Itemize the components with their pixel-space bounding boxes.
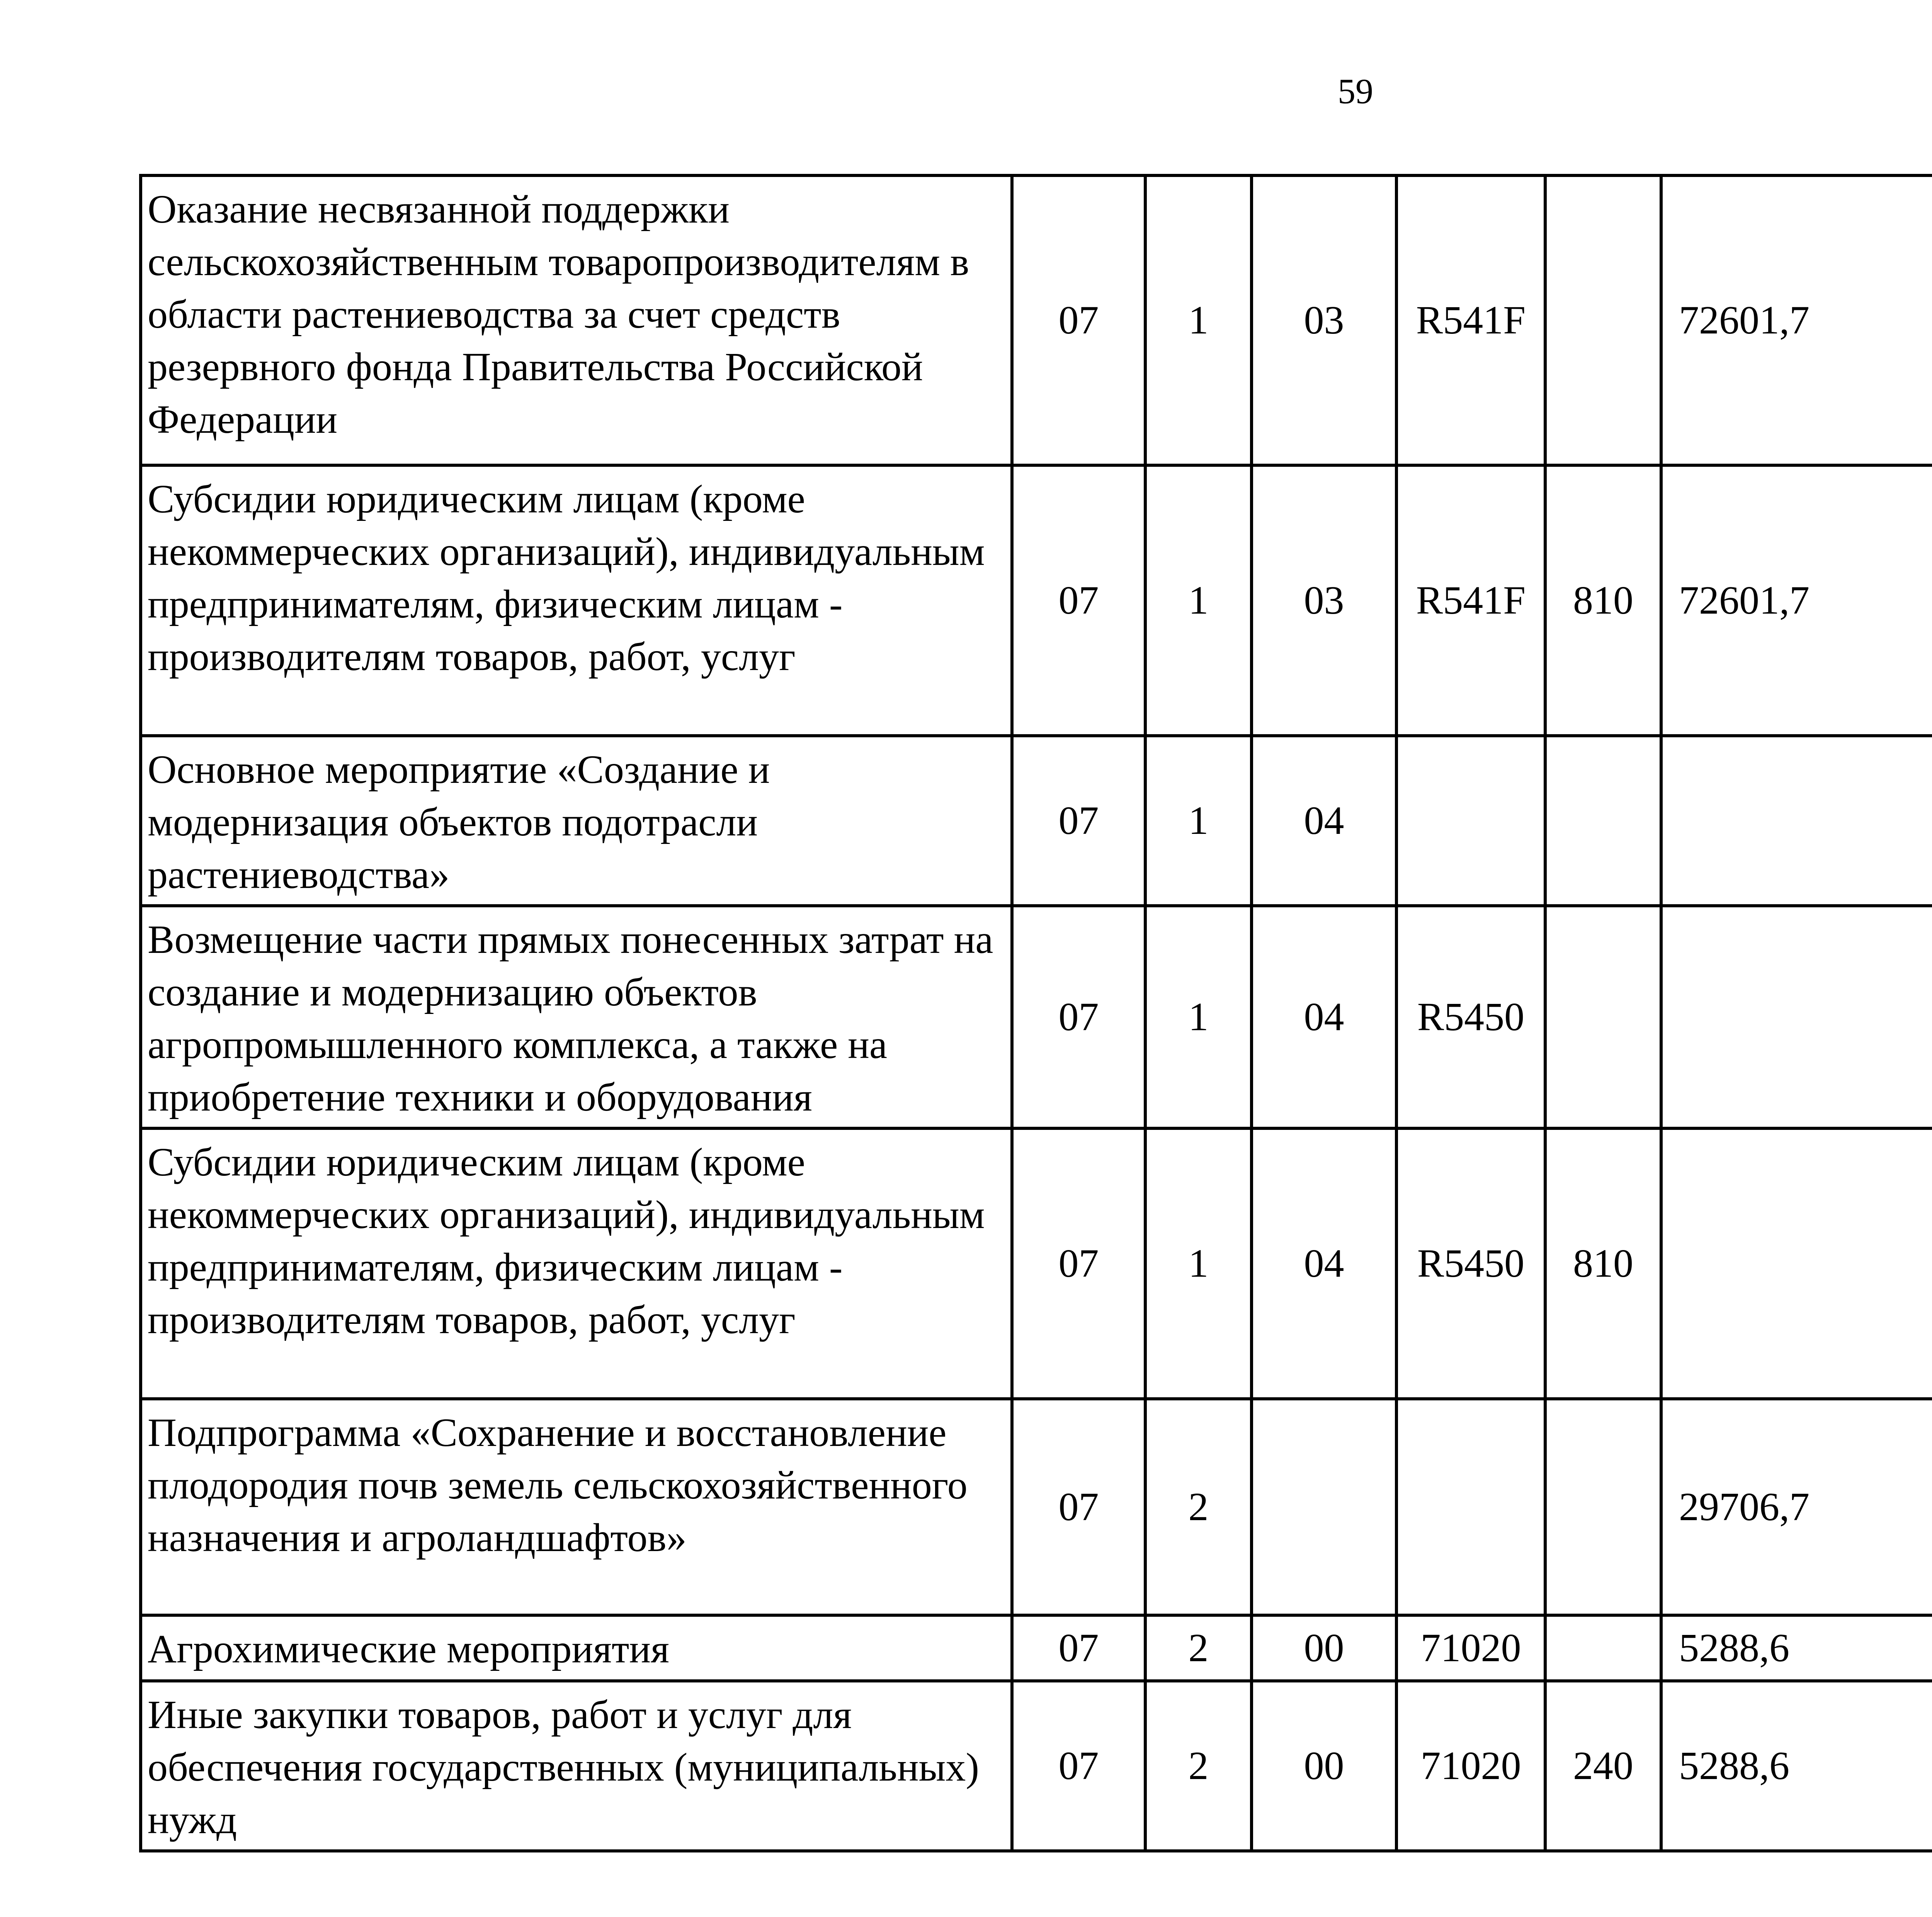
direction-code: R5450 (1396, 906, 1545, 1128)
row-name: Субсидии юридическим лицам (кроме некоммерческих организаций), индивидуальным предпринимателям, физическим лицам - производителям товаров, работ, услуг (141, 465, 1012, 736)
table-row (141, 175, 1932, 465)
row-name: Подпрограмма «Сохранение и восстановление плодородия почв земель сельскохозяйственного назначения и агроландшафтов» (141, 1399, 1012, 1615)
row-name: Основное мероприятие «Создание и модернизация объектов подотрасли растениеводства» (141, 736, 1012, 906)
ministry-code: 07 (1012, 736, 1145, 906)
direction-code (1396, 736, 1545, 906)
direction-code: 71020 (1396, 1615, 1545, 1681)
expense-type-code: 810 (1545, 1128, 1661, 1399)
program-code: 1 (1145, 736, 1252, 906)
ministry-code: 07 (1012, 1128, 1145, 1399)
table-row (141, 1615, 1932, 1681)
ministry-code: 07 (1012, 465, 1145, 736)
program-code: 1 (1145, 175, 1252, 465)
expense-type-code: 240 (1545, 1681, 1661, 1851)
event-code: 03 (1252, 465, 1396, 736)
event-code: 00 (1252, 1681, 1396, 1851)
ministry-code: 07 (1012, 1681, 1145, 1851)
program-code: 2 (1145, 1681, 1252, 1851)
event-code (1252, 1399, 1396, 1615)
program-code: 2 (1145, 1399, 1252, 1615)
program-code: 1 (1145, 465, 1252, 736)
row-name: Иные закупки товаров, работ и услуг для обеспечения государственных (муниципальных) нужд (141, 1681, 1012, 1851)
expense-type-code (1545, 736, 1661, 906)
program-code: 2 (1145, 1615, 1252, 1681)
event-code: 04 (1252, 906, 1396, 1128)
amount-1: 5288,6 (1661, 1681, 1932, 1851)
event-code: 00 (1252, 1615, 1396, 1681)
row-name: Оказание несвязанной поддержки сельскохозяйственным товаропроизводителям в области растениеводства за счет средств резервного фонда Правительства Российской Федерации (141, 175, 1012, 465)
program-code: 1 (1145, 1128, 1252, 1399)
direction-code: R541F (1396, 465, 1545, 736)
event-code: 04 (1252, 1128, 1396, 1399)
row-name: Возмещение части прямых понесенных затрат на создание и модернизацию объектов агропромышленного комплекса, а также на приобретение техники и оборудования (141, 906, 1012, 1128)
amount-1: 72601,7 (1661, 175, 1932, 465)
amount-1: 29706,7 (1661, 1399, 1932, 1615)
ministry-code: 07 (1012, 906, 1145, 1128)
ministry-code: 07 (1012, 175, 1145, 465)
ministry-code: 07 (1012, 1615, 1145, 1681)
table-row (141, 465, 1932, 736)
event-code: 03 (1252, 175, 1396, 465)
direction-code: R5450 (1396, 1128, 1545, 1399)
expense-type-code (1545, 1399, 1661, 1615)
direction-code (1396, 1399, 1545, 1615)
expense-type-code (1545, 175, 1661, 465)
program-code: 1 (1145, 906, 1252, 1128)
amount-1 (1661, 736, 1932, 906)
amount-1: 72601,7 (1661, 465, 1932, 736)
expense-type-code: 810 (1545, 465, 1661, 736)
expense-type-code (1545, 906, 1661, 1128)
direction-code: R541F (1396, 175, 1545, 465)
table-row (141, 906, 1932, 1128)
table-row (141, 736, 1932, 906)
row-name: Агрохимические мероприятия (141, 1615, 1012, 1681)
amount-1: 5288,6 (1661, 1615, 1932, 1681)
page-number: 59 (1338, 71, 1373, 111)
budget-table (139, 174, 1932, 1852)
amount-1 (1661, 1128, 1932, 1399)
table-row (141, 1128, 1932, 1399)
expense-type-code (1545, 1615, 1661, 1681)
ministry-code: 07 (1012, 1399, 1145, 1615)
table-row (141, 1681, 1932, 1851)
event-code: 04 (1252, 736, 1396, 906)
row-name: Субсидии юридическим лицам (кроме некоммерческих организаций), индивидуальным предпринимателям, физическим лицам - производителям товаров, работ, услуг (141, 1128, 1012, 1399)
direction-code: 71020 (1396, 1681, 1545, 1851)
amount-1 (1661, 906, 1932, 1128)
table-row (141, 1399, 1932, 1615)
